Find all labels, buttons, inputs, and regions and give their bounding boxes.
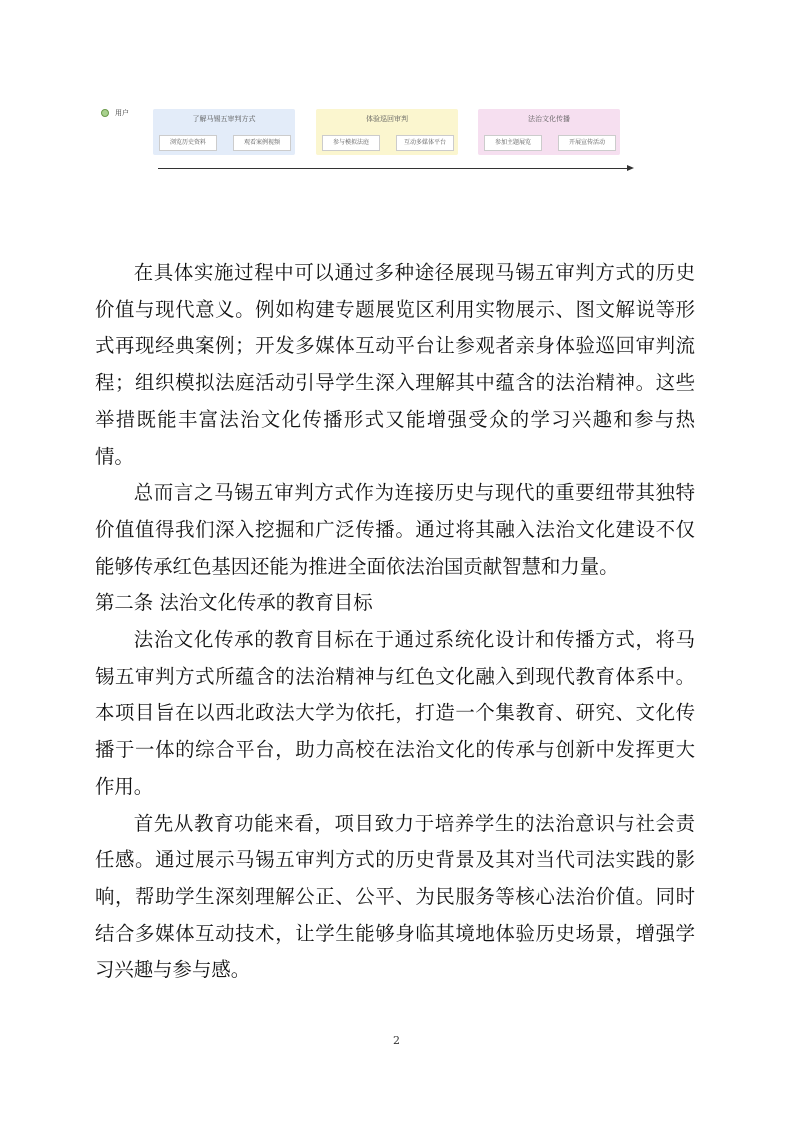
page-number: 2 (393, 1034, 400, 1047)
document-body (95, 255, 695, 989)
user-journey-diagram (95, 100, 640, 180)
stage-task (396, 135, 454, 151)
actor-label: 用户 (115, 109, 129, 117)
body-paragraph: 在具体实施过程中可以通过多种途径展现马锡五审判方式的历史价值与现代意义。例如构建专题展览区利用实物展示、图文解说等形式再现经典案例；开发多媒体互动平台让参观者亲身体验巡回审判流程；组织模拟法庭活动引导学生深入理解其中蕴含的法治精神。这些举措既能丰富法治文化传播形式又能增强受众的学习兴趣和参与热情。 (95, 261, 695, 468)
stage-task (558, 135, 616, 151)
journey-stage-2 (316, 109, 458, 155)
task-label: 参与模拟法庭 (332, 139, 369, 146)
stage-title: 法治文化传播 (528, 115, 570, 123)
body-paragraph: 总而言之马锡五审判方式作为连接历史与现代的重要纽带其独特价值值得我们深入挖掘和广泛传播。通过将其融入法治文化建设不仅能够传承红色基因还能为推进全面依法治国贡献智慧和力量。 (95, 481, 695, 578)
stage-task (484, 135, 542, 151)
task-label: 参加主题展览 (494, 139, 531, 146)
section-heading: 第二条 法治文化传承的教育目标 (95, 591, 373, 615)
task-label: 观看案例视频 (243, 139, 280, 146)
stage-title: 了解马锡五审判方式 (192, 115, 256, 123)
task-label: 浏览历史资料 (169, 139, 206, 146)
stage-task (322, 135, 380, 151)
task-label: 互动多媒体平台 (403, 139, 446, 146)
stage-title: 体验巡回审判 (366, 115, 408, 123)
journey-stage-3 (478, 109, 620, 155)
journey-stage-1 (153, 109, 295, 155)
body-paragraph: 首先从教育功能来看，项目致力于培养学生的法治意识与社会责任感。通过展示马锡五审判方式的历史背景及其对当代司法实践的影响，帮助学生深刻理解公正、公平、为民服务等核心法治价值。同时结合多媒体互动技术，让学生能够身临其境地体验历史场景，增强学习兴趣与参与感。 (95, 811, 695, 982)
actor-dot-icon (101, 109, 109, 117)
timeline-arrow (158, 168, 628, 169)
stage-task (233, 135, 291, 151)
stage-task (159, 135, 217, 151)
body-paragraph: 法治文化传承的教育目标在于通过系统化设计和传播方式，将马锡五审判方式所蕴含的法治精神与红色文化融入到现代教育体系中。本项目旨在以西北政法大学为依托，打造一个集教育、研究、文化传播于一体的综合平台，助力高校在法治文化的传承与创新中发挥更大作用。 (95, 628, 695, 798)
task-label: 开展宣传活动 (568, 139, 605, 146)
actor-legend (101, 108, 129, 118)
